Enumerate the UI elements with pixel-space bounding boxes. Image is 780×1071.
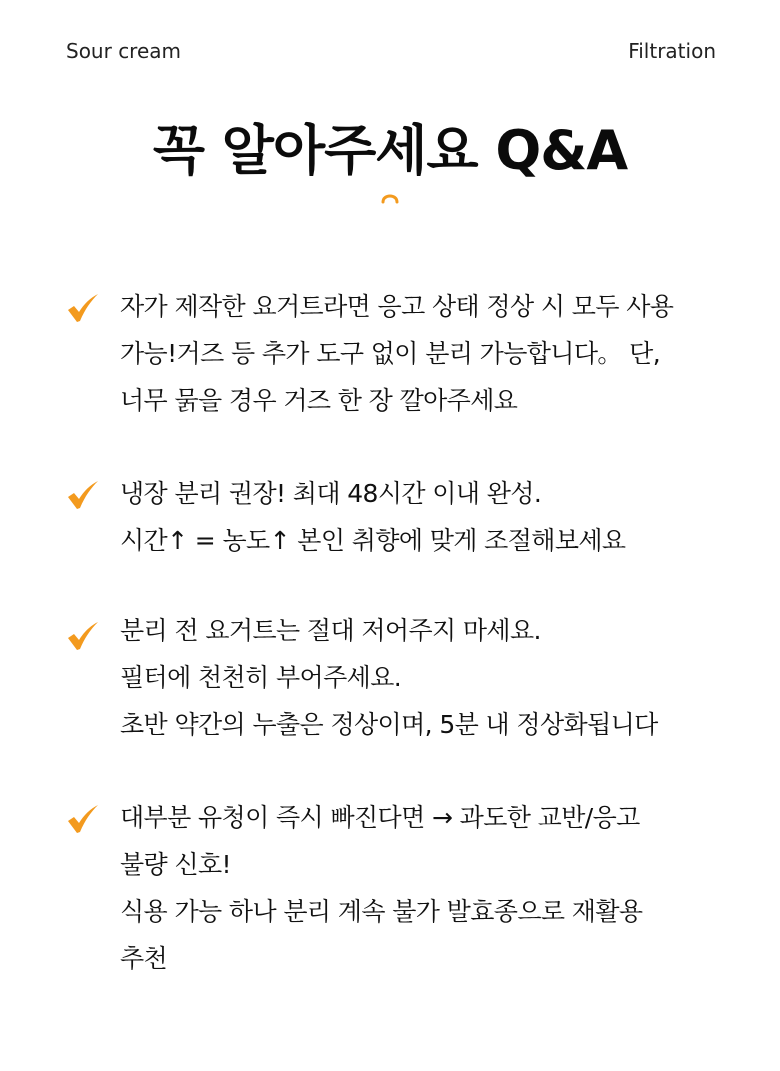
header-left-label: Sour cream [66, 39, 182, 63]
qa-line: 너무 묽을 경우 거즈 한 장 깔아주세요 [120, 386, 518, 415]
check-icon [66, 621, 100, 651]
qa-line: 필터에 천천히 부어주세요. [120, 663, 402, 692]
title-accent-icon [380, 188, 400, 204]
page-title: 꼭 알아주세요 Q&A [152, 119, 628, 182]
qa-line: 시간↑ = 농도↑ 본인 취향에 맞게 조절해보세요 [120, 526, 626, 555]
qa-line: 식용 가능 하나 분리 계속 불가 발효종으로 재활용 [120, 897, 643, 926]
qa-line: 불량 신호! [120, 850, 231, 879]
qa-line: 추천 [120, 944, 168, 973]
check-icon [66, 480, 100, 510]
check-icon [66, 293, 100, 323]
qa-line: 가능!거즈 등 추가 도구 없이 분리 가능합니다。 단, [120, 339, 661, 368]
qa-line: 초반 약간의 누출은 정상이며, 5분 내 정상화됩니다 [120, 710, 658, 739]
qa-line: 냉장 분리 권장! 최대 48시간 이내 완성. [120, 479, 542, 508]
qa-line: 분리 전 요거트는 절대 저어주지 마세요. [120, 616, 541, 645]
check-icon [66, 804, 100, 834]
qa-line: 자가 제작한 요거트라면 응고 상태 정상 시 모두 사용 [120, 292, 674, 321]
header-right-label: Filtration [628, 39, 716, 63]
qa-line: 대부분 유청이 즉시 빠진다면 → 과도한 교반/응고 [120, 803, 640, 832]
